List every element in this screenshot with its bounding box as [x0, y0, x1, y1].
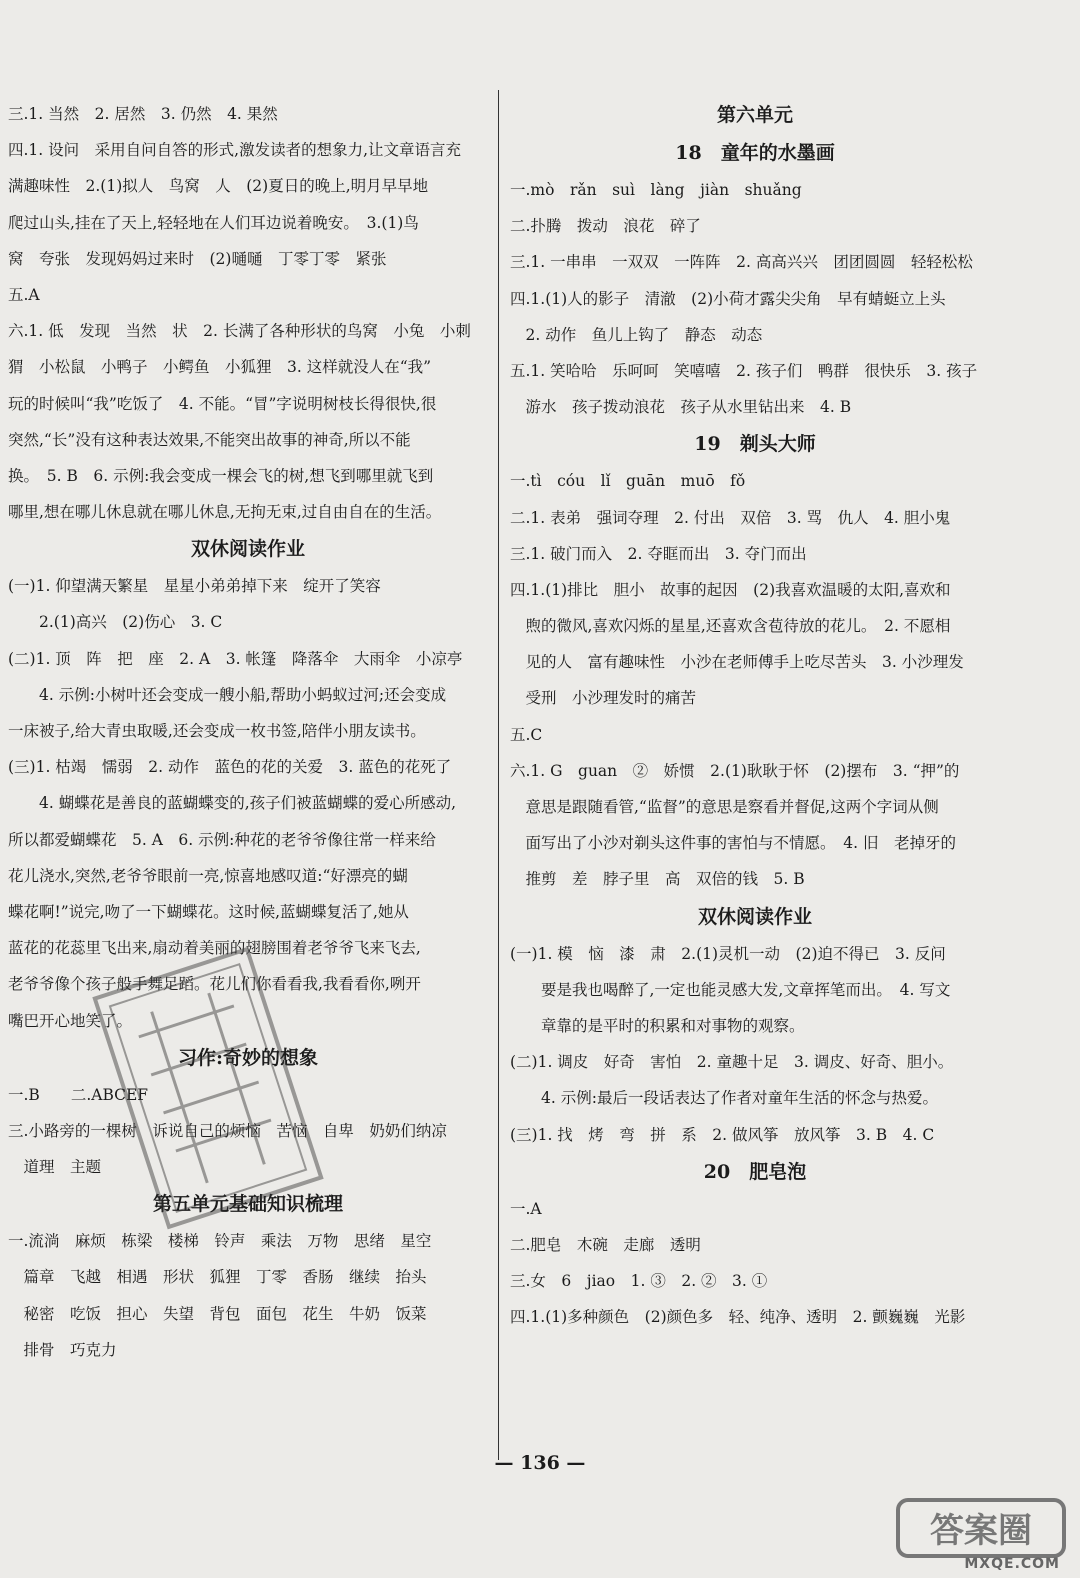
section-heading: 19 剃头大师: [694, 433, 816, 456]
answer-line: 二.肥皂 木碗 走廊 透明: [510, 1235, 701, 1254]
answer-line: 二.扑腾 拨动 浪花 碎了: [510, 217, 701, 236]
answer-line: 一.B 二.ABCEF: [8, 1085, 149, 1104]
section-heading: 第六单元: [716, 104, 793, 126]
answer-line: 花儿浇水,突然,老爷爷眼前一亮,惊喜地感叹道:“好漂亮的蝴: [8, 866, 408, 885]
answer-line: 2. 动作 鱼儿上钩了 静态 动态: [510, 325, 763, 344]
answer-line: (三)1. 找 烤 弯 拼 系 2. 做风筝 放风筝 3. B 4. C: [510, 1125, 935, 1144]
answer-line: 满趣味性 2.(1)拟人 鸟窝 人 (2)夏日的晚上,明月早早地: [8, 177, 429, 196]
answer-line: 蝶花啊!”说完,吻了一下蝴蝶花。这时候,蓝蝴蝶复活了,她从: [8, 902, 409, 921]
answer-line: 六.1. 低 发现 当然 状 2. 长满了各种形状的鸟窝 小兔 小刺: [8, 322, 471, 341]
answer-line: 2.(1)高兴 (2)伤心 3. C: [8, 613, 223, 632]
site-url: MXQE.COM: [964, 1556, 1060, 1572]
section-heading: 第五单元基础知识梳理: [152, 1193, 343, 1216]
answer-line: 六.1. G guan ② 娇惯 2.(1)耿耿于怀 (2)摆布 3. “押”的: [510, 761, 960, 780]
answer-line: 三.1. 当然 2. 居然 3. 仍然 4. 果然: [8, 105, 278, 123]
answer-line: 面写出了小沙对剃头这件事的害怕与不情愿。 4. 旧 老掉牙的: [510, 834, 956, 853]
answer-line: 蓝花的花蕊里飞出来,扇动着美丽的翅膀围着老爷爷飞来飞去,: [8, 939, 421, 958]
answer-line: 爬过山头,挂在了天上,轻轻地在人们耳边说着晚安。 3.(1)鸟: [8, 213, 419, 232]
column-divider: [498, 90, 499, 1460]
answer-line: 一床被子,给大青虫取暖,还会变成一枚书签,陪伴小朋友读书。: [8, 722, 426, 740]
section-heading: 习作:奇妙的想象: [177, 1046, 318, 1069]
answer-line: 换。 5. B 6. 示例:我会变成一棵会飞的树,想飞到哪里就飞到: [8, 466, 434, 485]
answer-line: 哪里,想在哪儿休息就在哪儿休息,无拘无束,过自由自在的生活。: [8, 503, 442, 522]
answer-line: 玩的时候叫“我”吃饭了 4. 不能。“冒”字说明树枝长得很快,很: [8, 394, 437, 413]
answer-line: 四.1.(1)排比 胆小 故事的起因 (2)我喜欢温暖的太阳,喜欢和: [510, 580, 951, 599]
answer-line: 三.女 6 jiao 1. ③ 2. ② 3. ①: [510, 1272, 768, 1291]
answer-line: 五.A: [8, 285, 40, 304]
answer-line: 猬 小松鼠 小鸭子 小鳄鱼 小狐狸 3. 这样就没人在“我”: [8, 358, 432, 377]
answer-line: 煦的微风,喜欢闪烁的星星,还喜欢含苞待放的花儿。 2. 不愿相: [510, 617, 951, 636]
right-column: [510, 96, 1000, 1335]
answer-line: 所以都爱蝴蝶花 5. A 6. 示例:种花的老爷爷像往常一样来给: [8, 830, 436, 849]
answer-line: 四.1.(1)多种颜色 (2)颜色多 轻、纯净、透明 2. 颤巍巍 光影: [510, 1308, 966, 1327]
answer-line: 道理 主题: [8, 1158, 102, 1177]
answer-line: 五.C: [510, 725, 543, 744]
answer-line: 4. 示例:小树叶还会变成一艘小船,帮助小蚂蚁过河;还会变成: [8, 685, 447, 704]
answer-line: (二)1. 调皮 好奇 害怕 2. 童趣十足 3. 调皮、好奇、胆小。: [510, 1053, 954, 1072]
logo-text: 答案圈: [930, 1511, 1032, 1551]
answer-line: 一.流淌 麻烦 栋梁 楼梯 铃声 乘法 万物 思绪 星空: [8, 1232, 432, 1251]
answer-line: 见的人 富有趣味性 小沙在老师傅手上吃尽苦头 3. 小沙理发: [510, 653, 964, 672]
answer-line: (一)1. 模 恼 漆 肃 2.(1)灵机一动 (2)迫不得已 3. 反问: [510, 944, 946, 963]
answer-line: 三.1. 破门而入 2. 夺眶而出 3. 夺门而出: [510, 544, 807, 563]
answer-line: 突然,“长”没有这种表达效果,不能突出故事的神奇,所以不能: [8, 430, 411, 449]
answer-line: 一.tì cóu lǐ guān muō fǒ: [510, 472, 746, 491]
answer-line: 4. 示例:最后一段话表达了作者对童年生活的怀念与热爱。: [510, 1089, 938, 1108]
answer-line: 受刑 小沙理发时的痛苦: [510, 689, 697, 708]
answer-line: 秘密 吃饭 担心 失望 背包 面包 花生 牛奶 饭菜: [8, 1304, 427, 1323]
answer-line: 五.1. 笑哈哈 乐呵呵 笑嘻嘻 2. 孩子们 鸭群 很快乐 3. 孩子: [510, 361, 978, 380]
answer-line: (二)1. 顶 阵 把 座 2. A 3. 帐篷 降落伞 大雨伞 小凉亭: [8, 649, 463, 668]
section-heading: 20 肥皂泡: [703, 1160, 807, 1183]
answer-line: 游水 孩子拨动浪花 孩子从水里钻出来 4. B: [510, 398, 852, 417]
answer-line: 要是我也喝醉了,一定也能灵感大发,文章挥笔而出。 4. 写文: [510, 980, 951, 999]
answer-line: 4. 蝴蝶花是善良的蓝蝴蝶变的,孩子们被蓝蝴蝶的爱心所感动,: [8, 794, 457, 813]
answer-line: 二.1. 表弟 强词夺理 2. 付出 双倍 3. 骂 仇人 4. 胆小鬼: [510, 508, 951, 527]
answer-line: 三.小路旁的一棵树 诉说自己的烦恼 苦恼 自卑 奶奶们纳凉: [8, 1121, 447, 1140]
answer-line: 篇章 飞越 相遇 形状 狐狸 丁零 香肠 继续 抬头: [8, 1268, 427, 1287]
section-heading: 18 童年的水墨画: [675, 142, 835, 164]
answer-line: 意思是跟随看管,“监督”的意思是察看并督促,这两个字词从侧: [510, 798, 939, 816]
answer-line: 四.1.(1)人的影子 清澈 (2)小荷才露尖尖角 早有蜻蜓立上头: [510, 289, 946, 308]
answer-line: 窝 夸张 发现妈妈过来时 (2)嗵嗵 丁零丁零 紧张: [8, 249, 387, 268]
answer-line: 排骨 巧克力: [8, 1340, 117, 1359]
answer-line: 嘴巴开心地笑了。: [8, 1011, 133, 1030]
answer-line: 推剪 差 脖子里 高 双倍的钱 5. B: [510, 870, 805, 889]
page-number: — 136 —: [494, 1452, 586, 1474]
answer-line: (一)1. 仰望满天繁星 星星小弟弟掉下来 绽开了笑容: [8, 577, 381, 596]
section-heading: 双休阅读作业: [190, 538, 305, 561]
answer-line: 章靠的是平时的积累和对事物的观察。: [510, 1016, 805, 1035]
answer-line: 一.A: [510, 1199, 542, 1218]
answer-line: 四.1. 设问 采用自问自答的形式,激发读者的想象力,让文章语言充: [8, 141, 461, 160]
answer-line: 一.mò rǎn suì làng jiàn shuǎng: [510, 181, 802, 199]
answer-line: (三)1. 枯竭 懦弱 2. 动作 蓝色的花的关爱 3. 蓝色的花死了: [8, 758, 452, 777]
answer-line: 三.1. 一串串 一双双 一阵阵 2. 高高兴兴 团团圆圆 轻轻松松: [510, 253, 973, 272]
answer-line: 老爷爷像个孩子般手舞足蹈。花儿们你看看我,我看看你,咧开: [8, 975, 421, 994]
section-heading: 双休阅读作业: [697, 905, 812, 928]
